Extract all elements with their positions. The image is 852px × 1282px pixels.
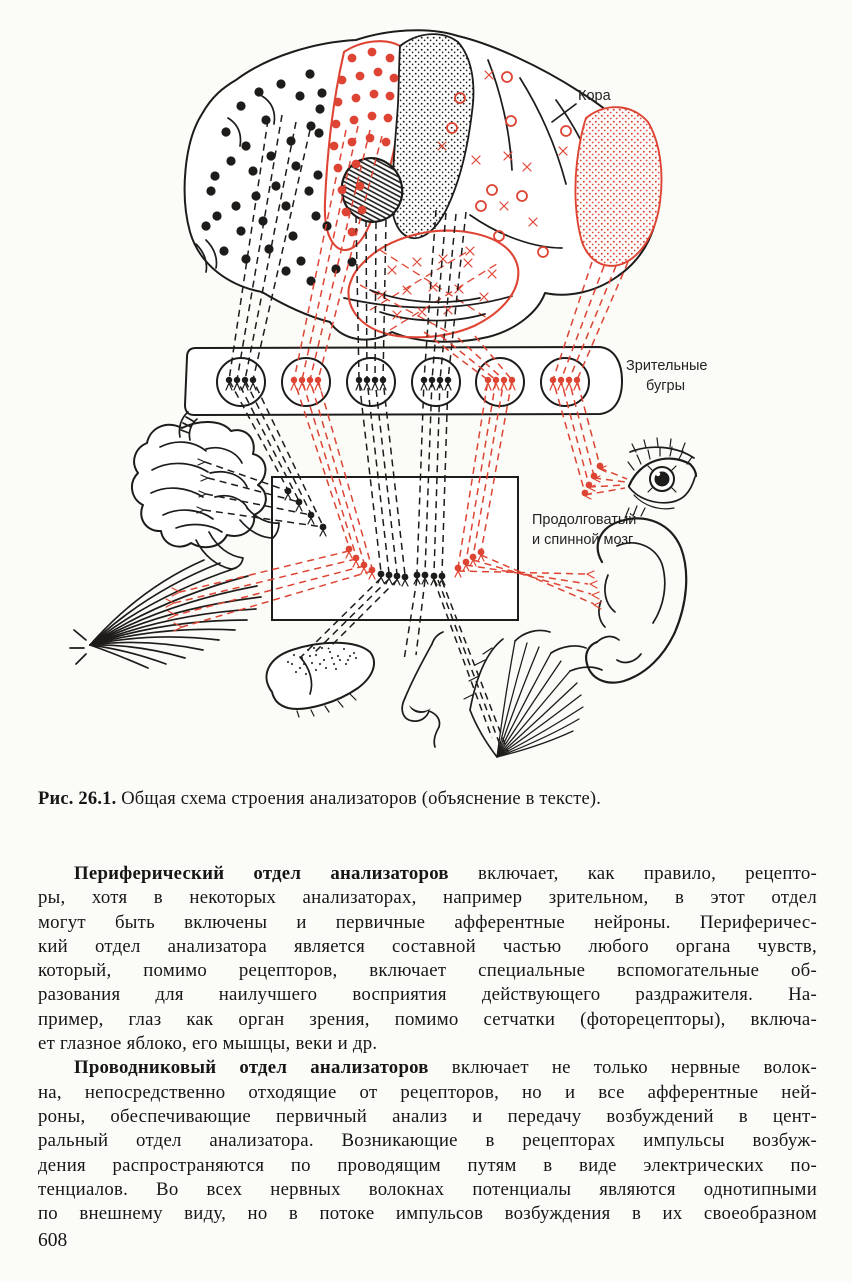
figure-caption-text: Общая схема строения анализаторов (объяснение в тексте). [116,789,602,809]
text-line: роны, обеспечивающие первичный анализ и передачу возбуждений в цент- [38,1105,817,1127]
brain-cortex-illustration [185,30,662,342]
text-line: ры, хотя в некоторых анализаторах, например зрительном, в этот отдел [38,887,817,909]
paragraph-lead-rest: включает, как правило, рецепто- [448,863,818,884]
text-line: ральный отдел анализатора. Возникающие в рецепторах импульсы возбуж- [38,1130,817,1152]
skeletal-muscle-illustration [70,560,261,668]
nose-illustration [402,632,443,747]
text-line: тенциалов. Во всех нервных волокнах потенциалы являются однотипными [38,1178,817,1200]
text-line: который, помимо рецепторов, включает специальные вспомогательные об- [38,960,817,982]
text-line: пример, глаз как орган зрения, помимо сетчатки (фоторецепторы), включа- [38,1008,817,1030]
eye-illustration [628,438,696,509]
text-line: дения распространяются по проводящим путям в виде электрических по- [38,1154,817,1176]
figure-caption [38,789,808,810]
body-text [38,862,817,1226]
paragraph-conductive [38,1056,817,1226]
figure-caption-number: Рис. 26.1. [38,789,117,809]
text-line: на, непосредственно отходящие от рецепторов, но и все афферентные ней- [38,1081,817,1103]
label-cortex: Кора [578,88,611,104]
neck-muscle-illustration [464,630,602,757]
tongue-illustration [266,643,374,717]
text-line: разования для наилучшего восприятия действующего раздражителя. На- [38,984,817,1006]
paragraph-lead-bold: Периферический отдел анализаторов [74,863,449,884]
label-thalamus-line2: бугры [646,378,686,394]
label-medulla-line2: и спинной мозг [532,532,634,548]
page-number: 608 [38,1230,68,1251]
text-line: могут быть включены и первичные афферентные нейроны. Периферичес- [38,911,817,933]
paragraph-lead-bold: Проводниковый отдел анализаторов [74,1057,429,1079]
text-line: по внешнему виду, но в потоке импульсов возбуждения в их своеобразном [38,1203,817,1225]
paragraph-peripheral [38,862,817,1056]
text-line: ет глазное яблоко, его мышцы, веки и др. [38,1033,378,1055]
label-medulla-line1: Продолговатый [532,512,637,528]
paragraph-lead-rest: включает не только нервные волок- [428,1057,817,1079]
text-line: кий отдел анализатора является составной частью любого органа чувств, [38,935,817,957]
label-thalamus-line1: Зрительные [626,358,708,374]
